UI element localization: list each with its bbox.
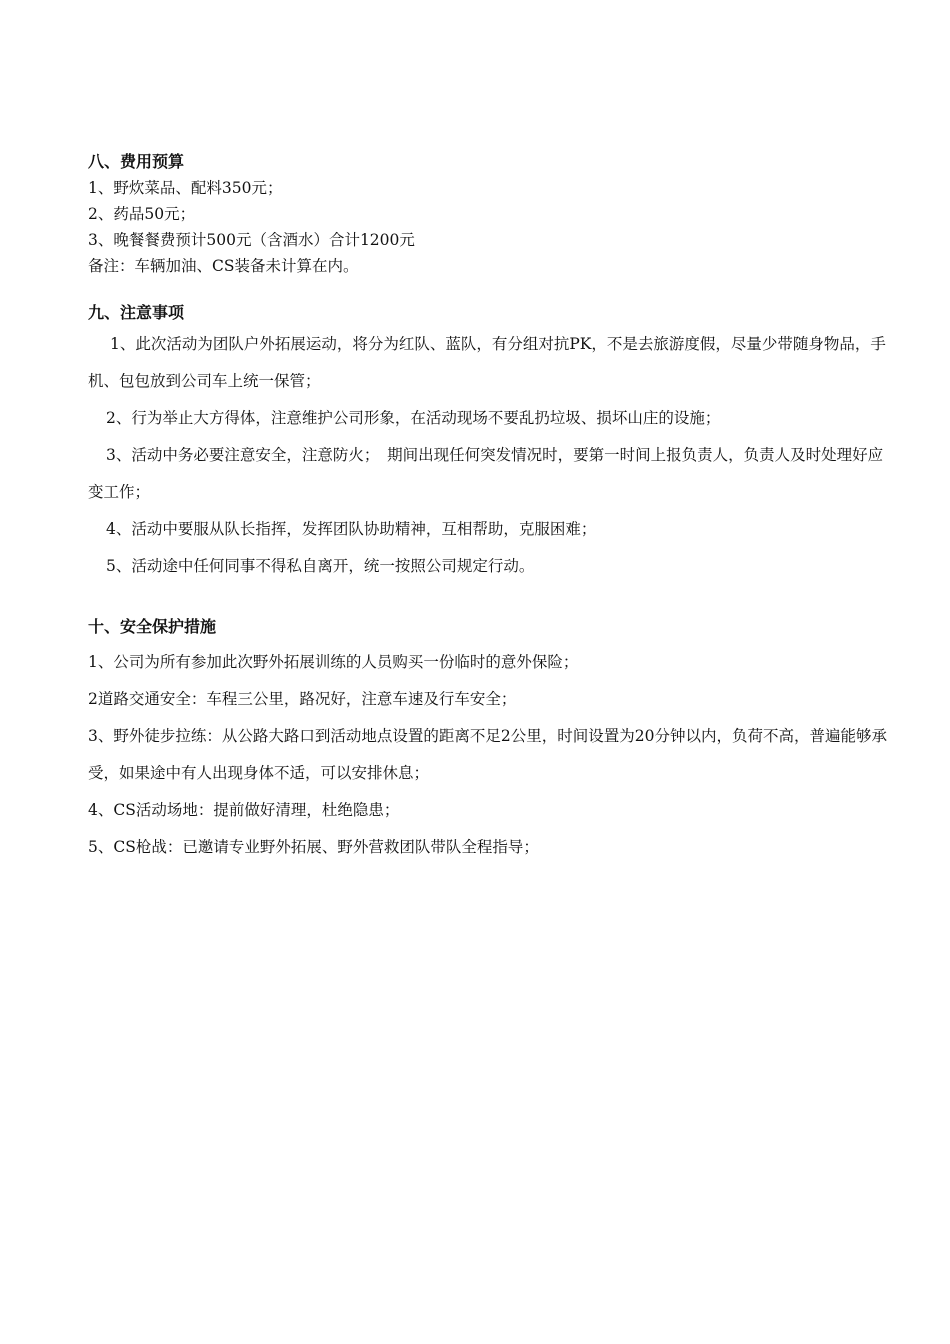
- budget-heading: 八、费用预算: [88, 152, 185, 171]
- notes-item-1: 1、此次活动为团队户外拓展运动，将分为红队、蓝队，有分组对抗PK，不是去旅游度假，尽量少带随身物品，手机、包包放到公司车上统一保管；: [88, 335, 886, 390]
- safety-item-5: 5、CS枪战：已邀请专业野外拓展、野外营救团队带队全程指导；: [88, 838, 539, 856]
- budget-remark: 备注：车辆加油、CS装备未计算在内。: [88, 257, 359, 275]
- notes-item-2: 2、行为举止大方得体，注意维护公司形象，在活动现场不要乱扔垃圾、损坏山庄的设施；: [106, 409, 721, 427]
- budget-line-2: 2、药品50元；: [88, 205, 196, 223]
- budget-line-1: 1、野炊菜品、配料350元；: [88, 179, 283, 197]
- notes-section: [88, 300, 888, 585]
- notes-item-4: 4、活动中要服从队长指挥，发挥团队协助精神，互相帮助，克服困难；: [106, 520, 597, 538]
- safety-section: [88, 614, 888, 866]
- safety-item-4: 4、CS活动场地：提前做好清理，杜绝隐患；: [88, 801, 400, 819]
- safety-item-2: 2道路交通安全：车程三公里，路况好，注意车速及行车安全；: [88, 690, 517, 708]
- budget-section: [88, 149, 888, 279]
- safety-heading: 十、安全保护措施: [88, 617, 217, 636]
- safety-item-1: 1、公司为所有参加此次野外拓展训练的人员购买一份临时的意外保险；: [88, 653, 579, 671]
- safety-item-3: 3、野外徒步拉练：从公路大路口到活动地点设置的距离不足2公里，时间设置为20分钟以内，负荷不高，普遍能够承受，如果途中有人出现身体不适，可以安排休息；: [88, 727, 887, 782]
- notes-item-5: 5、活动途中任何同事不得私自离开，统一按照公司规定行动。: [106, 557, 535, 575]
- budget-line-3: 3、晚餐餐费预计500元（含酒水）合计1200元: [88, 231, 415, 249]
- notes-heading: 九、注意事项: [88, 303, 185, 322]
- notes-item-3: 3、活动中务必要注意安全，注意防火； 期间出现任何突发情况时，要第一时间上报负责人，负责人及时处理好应变工作；: [88, 446, 884, 501]
